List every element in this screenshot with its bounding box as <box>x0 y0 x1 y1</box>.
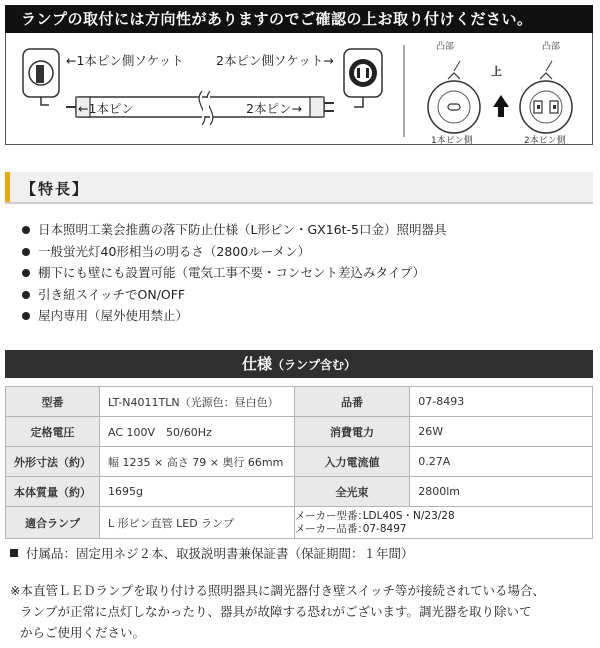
caution-note <box>10 580 545 643</box>
list-item: 日本照明工業会推薦の落下防止仕様（L形ピン・GX16t-5口金）照明器具 <box>22 220 447 242</box>
maker-model: LDL40S・N/23/28 <box>362 509 455 522</box>
spec-heading-sub: （ランプ含む） <box>272 358 357 372</box>
features-heading: 【特長】 <box>21 180 90 198</box>
spec-label: 型番 <box>6 387 100 417</box>
spec-label: 入力電流値 <box>294 447 410 477</box>
spec-value: 0.27A <box>410 447 593 477</box>
spec-label: 消費電力 <box>294 417 410 447</box>
list-item: 一般蛍光灯40形相当の明るさ（2800ルーメン） <box>22 242 447 264</box>
spec-value: 幅 1235 × 高さ 79 × 奥行 66mm <box>100 447 295 477</box>
spec-value: 07-8493 <box>410 387 593 417</box>
spec-table <box>5 386 593 539</box>
side-1pin-label: 1本ピン側 <box>431 136 473 146</box>
pin-2-label: 2本ピン→ <box>246 101 302 116</box>
spec-label: 品番 <box>294 387 410 417</box>
spec-value: LT-N4011TLN（光源色：昼白色） <box>100 387 295 417</box>
accessory-line <box>10 544 414 562</box>
bullet-icon <box>22 269 30 277</box>
socket-1pin-label: ←1本ピン側ソケット <box>66 53 184 68</box>
spec-label: 外形寸法（約） <box>6 447 100 477</box>
lamp-orientation-diagram <box>5 33 593 145</box>
spec-value: 2800lm <box>410 477 593 507</box>
list-item: 棚下にも壁にも設置可能（電気工事不要・コンセント差込みタイプ） <box>22 263 447 285</box>
maker-info <box>294 507 592 539</box>
table-row <box>6 447 593 477</box>
features-heading-bar <box>5 172 593 204</box>
bullet-icon <box>22 226 30 234</box>
table-row <box>6 387 593 417</box>
spec-value: 1695g <box>100 477 295 507</box>
spec-label: 全光束 <box>294 477 410 507</box>
table-row <box>6 477 593 507</box>
bullet-icon <box>22 248 30 256</box>
bullet-icon <box>22 312 30 320</box>
spec-label: 適合ランプ <box>6 507 100 539</box>
features-list <box>22 220 447 328</box>
heading-accent <box>5 172 10 202</box>
maker-code: 07-8497 <box>362 522 407 535</box>
note-line: からご使用ください。 <box>20 625 146 640</box>
side-2pin-label: 2本ピン側 <box>524 136 566 146</box>
socket-2pin-label: 2本ピン側ソケット→ <box>216 53 334 68</box>
convex-right-label: 凸部 <box>542 42 561 52</box>
maker-code-label: メーカー品番： <box>294 522 368 535</box>
pin-1-label: ←1本ピン <box>78 101 134 116</box>
maker-model-label: メーカー型番： <box>294 509 368 522</box>
note-line: ランプが正常に点灯しなかったり、器具が故障する恐れがございます。調光器を取り除いて <box>20 604 532 619</box>
list-item: 屋内専用（屋外使用禁止） <box>22 306 447 328</box>
table-row <box>6 507 593 539</box>
spec-value: 26W <box>410 417 593 447</box>
spec-label: 定格電圧 <box>6 417 100 447</box>
spec-value: L 形ピン直管 LED ランプ <box>100 507 295 539</box>
lamp-diagram-illustration <box>6 33 594 145</box>
list-item: 引き紐スイッチでON/OFF <box>22 285 447 307</box>
spec-value: AC 100V 50/60Hz <box>100 417 295 447</box>
up-arrow-icon <box>493 95 509 117</box>
table-row <box>6 417 593 447</box>
spec-heading-bar <box>5 350 593 378</box>
convex-left-label: 凸部 <box>436 42 455 52</box>
accessory-text: 付属品：固定用ネジ２本、取扱説明書兼保証書（保証期間：１年間） <box>26 546 414 561</box>
orientation-warning: ランプの取付には方向性がありますのでご確認の上お取り付けください。 <box>5 5 593 33</box>
bullet-icon <box>22 291 30 299</box>
up-label: 上 <box>491 65 502 78</box>
note-line: ※本直管ＬＥＤランプを取り付ける照明器具に調光器付き壁スイッチ等が接続されている場合、 <box>10 583 545 598</box>
spec-heading: 仕様 <box>241 355 272 373</box>
spec-label: 本体質量（約） <box>6 477 100 507</box>
square-bullet-icon <box>10 549 18 557</box>
